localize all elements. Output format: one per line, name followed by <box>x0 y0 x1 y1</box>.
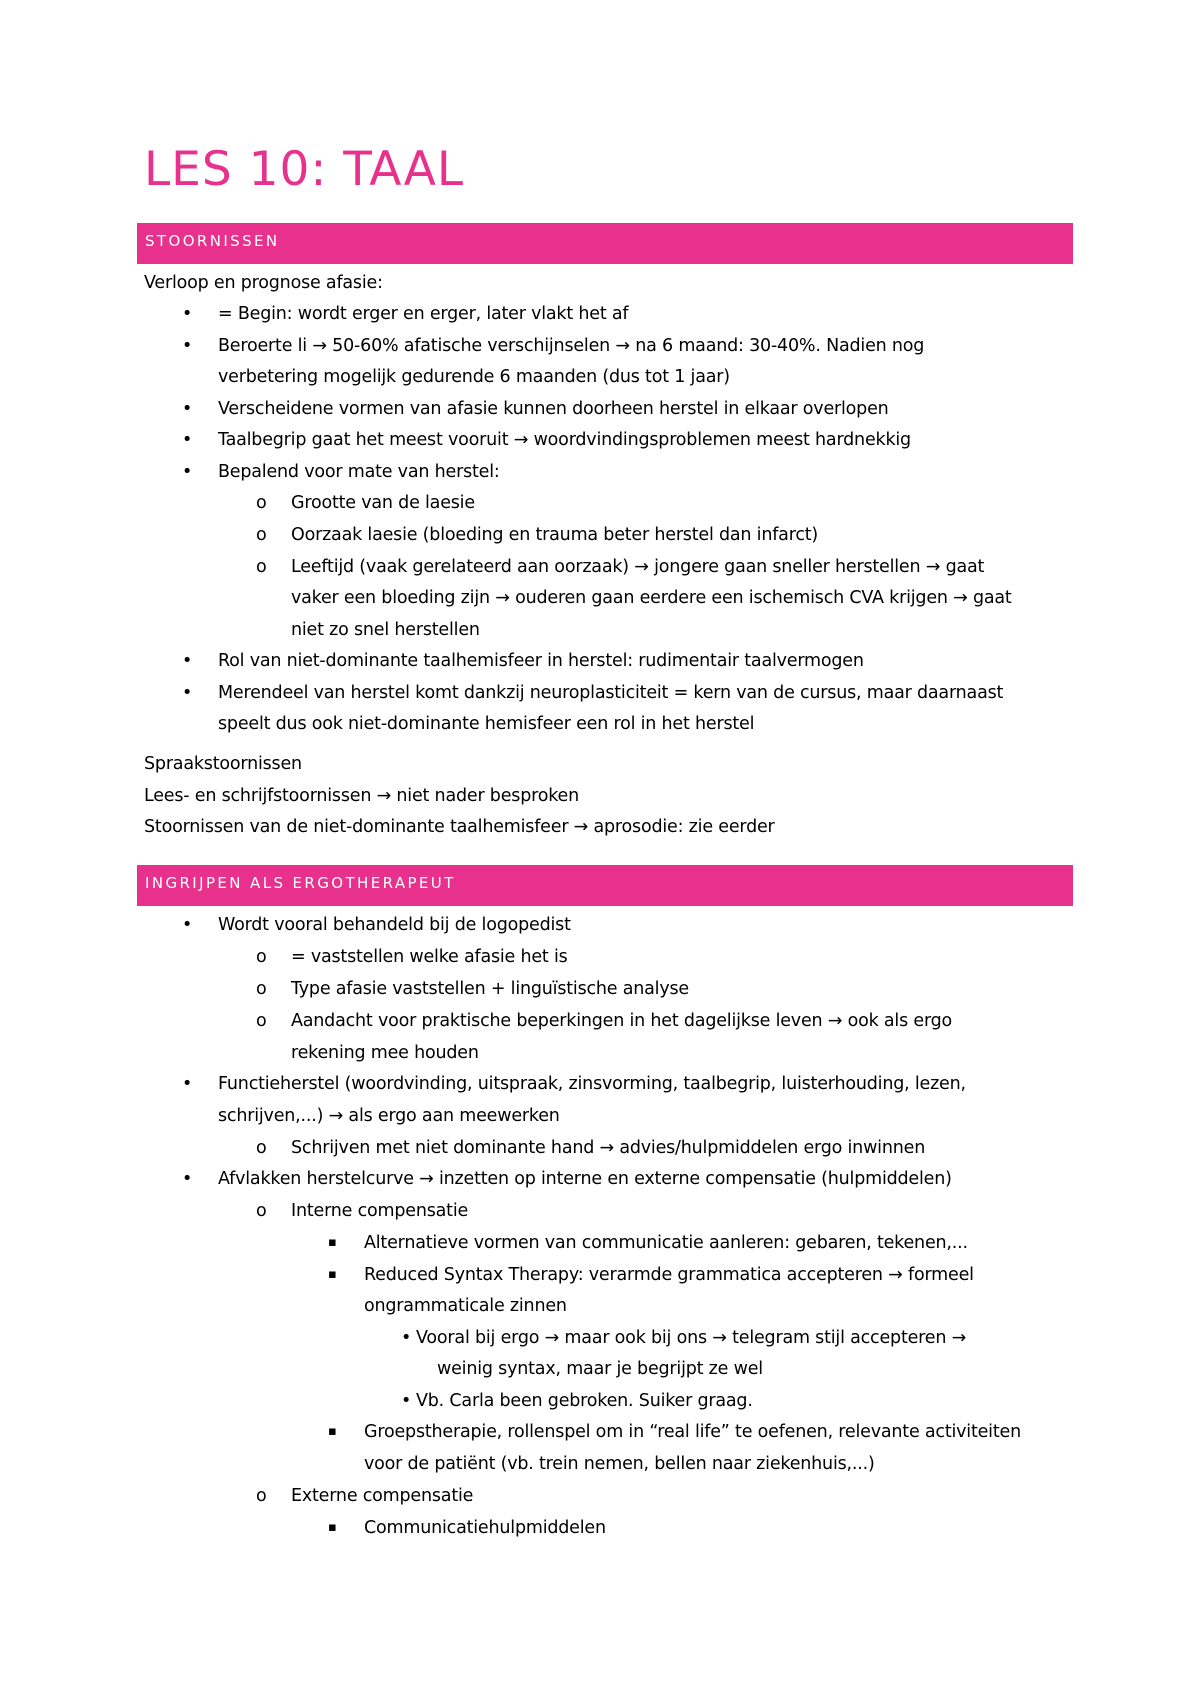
sub-list-item: Type afasie vaststellen + linguïstische analyse <box>291 979 689 999</box>
sub-list-item-continuation: vaker een bloeding zijn → ouderen gaan eerdere een ischemisch CVA krijgen → gaat <box>291 588 1012 608</box>
bullet-marker: • <box>182 683 193 703</box>
list-item-continuation: verbetering mogelijk gedurende 6 maanden (dus tot 1 jaar) <box>218 367 730 387</box>
sub-list-item: Aandacht voor praktische beperkingen in het dagelijkse leven → ook als ergo <box>291 1011 953 1031</box>
list-item: Beroerte li → 50-60% afatische verschijnselen → na 6 maand: 30-40%. Nadien nog <box>218 336 925 356</box>
sub-list-item: Schrijven met niet dominante hand → advies/hulpmiddelen ergo inwinnen <box>291 1138 926 1158</box>
bullet-marker: • <box>182 336 193 356</box>
sub-list-item-continuation: niet zo snel herstellen <box>291 620 480 640</box>
bullet-marker: • <box>182 651 193 671</box>
level4-list-item-continuation: weinig syntax, maar je begrijpt ze wel <box>437 1359 763 1379</box>
bullet-marker: • <box>401 1391 412 1411</box>
square-bullet-marker: ▪ <box>328 1235 337 1250</box>
sub-bullet-marker: o <box>256 979 267 999</box>
sub-bullet-marker: o <box>256 557 267 577</box>
section-heading-ingrijpen: INGRIJPEN ALS ERGOTHERAPEUT <box>137 865 1073 906</box>
bullet-marker: • <box>182 915 193 935</box>
sub-list-item: Grootte van de laesie <box>291 493 475 513</box>
level4-list-item: Vooral bij ergo → maar ook bij ons → telegram stijl accepteren → <box>416 1328 967 1348</box>
sub-sub-list-item: Groepstherapie, rollenspel om in “real life” te oefenen, relevante activiteiten <box>364 1422 1021 1442</box>
bullet-marker: • <box>401 1328 412 1348</box>
bullet-marker: • <box>182 304 193 324</box>
page-title: LES 10: TAAL <box>144 142 465 197</box>
bullet-marker: • <box>182 399 193 419</box>
sub-list-item-continuation: rekening mee houden <box>291 1043 479 1063</box>
level4-list-item: Vb. Carla been gebroken. Suiker graag. <box>416 1391 753 1411</box>
sub-bullet-marker: o <box>256 1486 267 1506</box>
bullet-marker: • <box>182 430 193 450</box>
list-item: Bepalend voor mate van herstel: <box>218 462 500 482</box>
sub-list-item: Interne compensatie <box>291 1201 469 1221</box>
sub-bullet-marker: o <box>256 947 267 967</box>
sub-sub-list-item-continuation: ongrammaticale zinnen <box>364 1296 567 1316</box>
sub-sub-list-item: Reduced Syntax Therapy: verarmde grammatica accepteren → formeel <box>364 1265 974 1285</box>
sub-list-item: Leeftijd (vaak gerelateerd aan oorzaak) → jongere gaan sneller herstellen → gaat <box>291 557 985 577</box>
list-item: Merendeel van herstel komt dankzij neuroplasticiteit = kern van de cursus, maar daarnaast <box>218 683 1004 703</box>
list-item: Rol van niet-dominante taalhemisfeer in herstel: rudimentair taalvermogen <box>218 651 864 671</box>
paragraph: Spraakstoornissen <box>144 754 302 774</box>
square-bullet-marker: ▪ <box>328 1520 337 1535</box>
paragraph: Stoornissen van de niet-dominante taalhemisfeer → aprosodie: zie eerder <box>144 817 775 837</box>
sub-list-item: Externe compensatie <box>291 1486 474 1506</box>
section-heading-stoornissen: STOORNISSEN <box>137 223 1073 264</box>
list-item: Taalbegrip gaat het meest vooruit → woordvindingsproblemen meest hardnekkig <box>218 430 911 450</box>
sub-list-item: Oorzaak laesie (bloeding en trauma beter herstel dan infarct) <box>291 525 819 545</box>
square-bullet-marker: ▪ <box>328 1424 337 1439</box>
list-item-continuation: schrijven,...) → als ergo aan meewerken <box>218 1106 560 1126</box>
sub-sub-list-item: Communicatiehulpmiddelen <box>364 1518 606 1538</box>
square-bullet-marker: ▪ <box>328 1267 337 1282</box>
list-item: Wordt vooral behandeld bij de logopedist <box>218 915 571 935</box>
sub-sub-list-item-continuation: voor de patiënt (vb. trein nemen, bellen naar ziekenhuis,...) <box>364 1454 875 1474</box>
list-item-continuation: speelt dus ook niet-dominante hemisfeer een rol in het herstel <box>218 714 755 734</box>
sub-list-item: = vaststellen welke afasie het is <box>291 947 568 967</box>
list-item: Afvlakken herstelcurve → inzetten op interne en externe compensatie (hulpmiddelen) <box>218 1169 952 1189</box>
list-item: = Begin: wordt erger en erger, later vlakt het af <box>218 304 629 324</box>
paragraph: Verloop en prognose afasie: <box>144 273 383 293</box>
bullet-marker: • <box>182 1074 193 1094</box>
paragraph: Lees- en schrijfstoornissen → niet nader besproken <box>144 786 579 806</box>
sub-bullet-marker: o <box>256 525 267 545</box>
list-item: Functieherstel (woordvinding, uitspraak, zinsvorming, taalbegrip, luisterhouding, lezen, <box>218 1074 966 1094</box>
bullet-marker: • <box>182 462 193 482</box>
bullet-marker: • <box>182 1169 193 1189</box>
sub-bullet-marker: o <box>256 493 267 513</box>
list-item: Verscheidene vormen van afasie kunnen doorheen herstel in elkaar overlopen <box>218 399 889 419</box>
sub-bullet-marker: o <box>256 1201 267 1221</box>
sub-sub-list-item: Alternatieve vormen van communicatie aanleren: gebaren, tekenen,... <box>364 1233 968 1253</box>
sub-bullet-marker: o <box>256 1011 267 1031</box>
sub-bullet-marker: o <box>256 1138 267 1158</box>
